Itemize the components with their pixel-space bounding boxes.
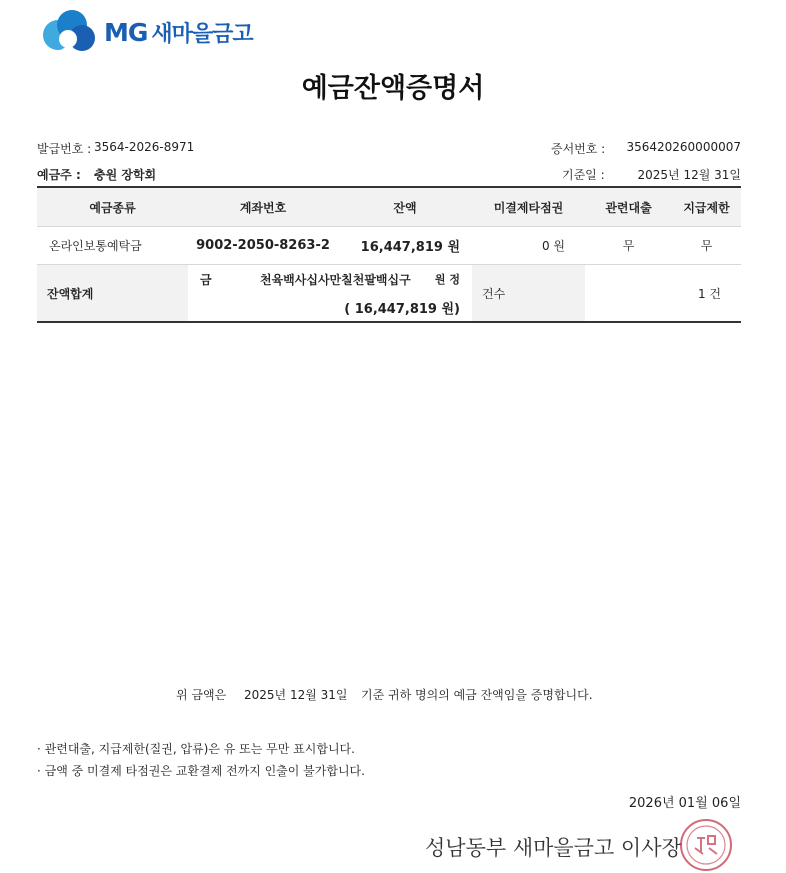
summary-count-label: 건수 bbox=[472, 265, 585, 323]
summary-geum: 금 bbox=[200, 273, 212, 287]
cell-related-loan: 무 bbox=[585, 227, 672, 265]
issue-no-label: 발급번호 : bbox=[37, 142, 92, 156]
header-restriction: 지급제한 bbox=[672, 187, 741, 227]
summary-won-jeong: 원 정 bbox=[434, 273, 460, 286]
summary-amount-number: ( 16,447,819 원) bbox=[344, 302, 460, 317]
mg-logo bbox=[38, 6, 253, 58]
holder-value: 충원 장학회 bbox=[94, 168, 157, 182]
header-account-no: 계좌번호 bbox=[188, 187, 338, 227]
issue-date: 2026년 01월 06일 bbox=[628, 796, 741, 811]
summary-count-value: 1 건 bbox=[585, 265, 741, 323]
signer-name: 성남동부 새마을금고 이사장 bbox=[425, 836, 682, 860]
cert-no-label: 증서번호 : bbox=[551, 142, 606, 156]
header-related-loan: 관련대출 bbox=[585, 187, 672, 227]
official-seal-icon bbox=[675, 818, 737, 872]
logo-mg-text: MG bbox=[104, 17, 148, 47]
certification-text: 기준 귀하 명의의 예금 잔액임을 증명합니다. bbox=[361, 688, 593, 702]
cell-account-no: 9002-2050-8263-2 bbox=[188, 227, 338, 265]
table-header-row bbox=[37, 187, 741, 227]
summary-row bbox=[37, 265, 741, 323]
header-deposit-type: 예금종류 bbox=[37, 187, 188, 227]
base-date-value: 2025년 12월 31일 bbox=[637, 168, 741, 182]
header-uncleared: 미결제타점권 bbox=[472, 187, 585, 227]
note-item: · 금액 중 미결제 타점권은 교환결제 전까지 인출이 불가합니다. bbox=[37, 764, 365, 778]
mg-cloud-logo-icon bbox=[38, 7, 100, 57]
base-date-label: 기준일 : bbox=[562, 168, 605, 182]
balance-table bbox=[37, 186, 741, 323]
cell-uncleared: 0 원 bbox=[472, 227, 585, 265]
note-item: · 관련대출, 지급제한(질권, 압류)은 유 또는 무만 표시합니다. bbox=[37, 742, 355, 756]
logo-korean-text: 새마을금고 bbox=[151, 21, 253, 47]
issue-no-value: 3564-2026-8971 bbox=[94, 140, 195, 154]
header-balance: 잔액 bbox=[338, 187, 472, 227]
cell-restriction: 무 bbox=[672, 227, 741, 265]
certification-prefix: 위 금액은 bbox=[176, 688, 227, 702]
table-row bbox=[37, 227, 741, 265]
cert-no-value: 356420260000007 bbox=[626, 140, 741, 154]
summary-amount-cell bbox=[188, 265, 472, 323]
cell-balance: 16,447,819 원 bbox=[338, 227, 472, 265]
summary-label: 잔액합계 bbox=[37, 265, 188, 323]
certification-date: 2025년 12월 31일 bbox=[244, 688, 348, 702]
cell-deposit-type: 온라인보통예탁금 bbox=[37, 227, 188, 265]
document-title: 예금잔액증명서 bbox=[301, 73, 485, 104]
holder-label: 예금주 : bbox=[37, 168, 81, 182]
summary-amount-words: 천육백사십사만칠천팔백십구 bbox=[260, 273, 411, 287]
